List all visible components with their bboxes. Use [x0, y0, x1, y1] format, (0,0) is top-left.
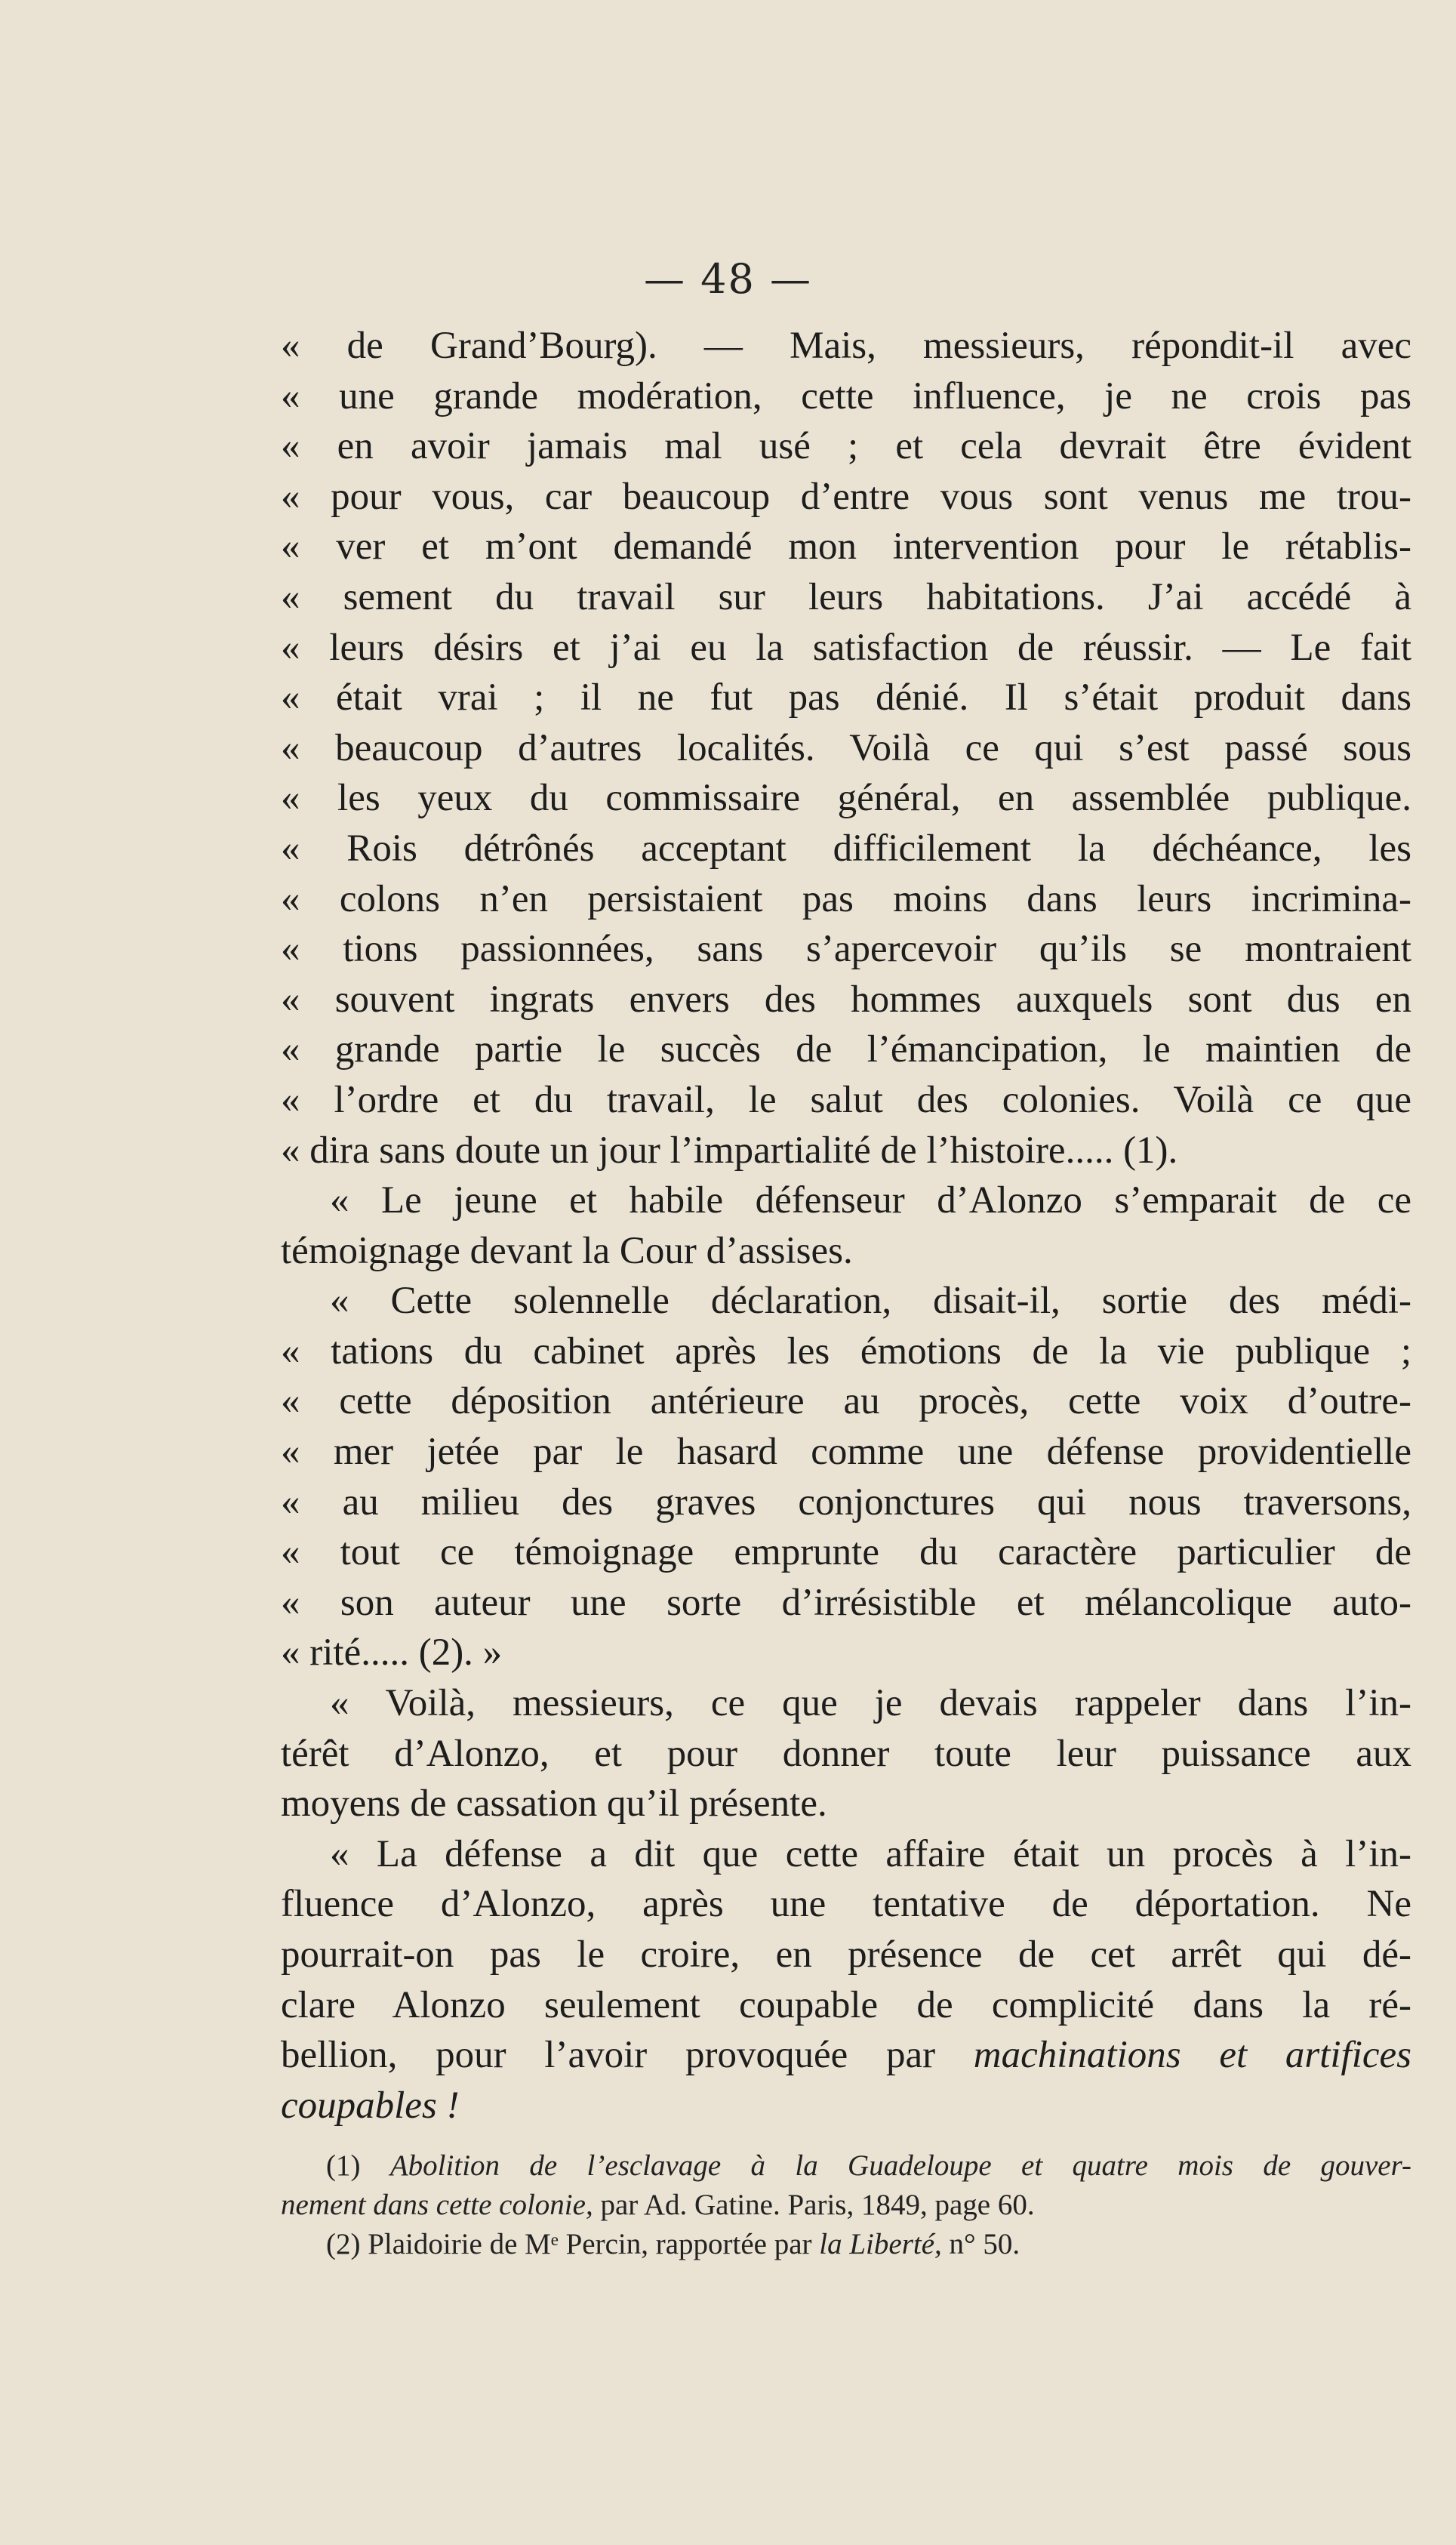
text-line: « dira sans doute un jour l’impartialité de l’histoire..... (1). [281, 1129, 1178, 1172]
text-line: « Cette solennelle déclaration, disait-il, sortie des médi- [330, 1280, 1411, 1323]
footnote-1-marker: (1) [326, 2149, 361, 2182]
italic-phrase: machinations et artifices [973, 2034, 1411, 2077]
main-text [281, 321, 1411, 2131]
text-line: pourrait-on pas le croire, en présence de cet arrêt qui dé- [281, 1933, 1411, 1976]
text-line: coupables ! [281, 2084, 460, 2127]
text-line: « rité..... (2). » [281, 1631, 503, 1675]
text-line: « une grande modération, cette influence, je ne crois pas [281, 374, 1411, 417]
text-line: « colons n’en persistaient pas moins dans leurs incrimina- [281, 877, 1411, 920]
text-line: « au milieu des graves conjonctures qui nous traversons, [281, 1480, 1411, 1524]
text-line: clare Alonzo seulement coupable de complicité dans la ré- [281, 1983, 1411, 2026]
text-line-roman: bellion, pour l’avoir provoquée par [281, 2034, 936, 2077]
text-line: « les yeux du commissaire général, en assemblée publique. [281, 777, 1411, 820]
text-line: « en avoir jamais mal usé ; et cela devrait être évident [281, 425, 1411, 468]
text-line: moyens de cassation qu’il présente. [281, 1782, 827, 1826]
text-line [281, 2030, 1411, 2081]
text-line: « cette déposition antérieure au procès, cette voix d’outre- [281, 1380, 1411, 1423]
text-line: « grande partie le succès de l’émancipation, le maintien de [281, 1028, 1411, 1071]
text-line: « beaucoup d’autres localités. Voilà ce qui s’est passé sous [281, 726, 1411, 769]
footnote-2 [281, 2225, 1411, 2264]
text-line: « La défense a dit que cette affaire était un procès à l’in- [330, 1832, 1411, 1875]
footnote-1-citation: par Ad. Gatine. Paris, 1849, page 60. [600, 2189, 1035, 2221]
text-line: « tations du cabinet après les émotions de la vie publique ; [281, 1330, 1411, 1373]
text-line: « Voilà, messieurs, ce que je devais rappeler dans l’in- [330, 1682, 1411, 1725]
text-line: témoignage devant la Cour d’assises. [281, 1229, 853, 1272]
text-line: « Rois détrônés acceptant difficilement la déchéance, les [281, 827, 1411, 870]
text-line: « était vrai ; il ne fut pas dénié. Il s’était produit dans [281, 676, 1411, 719]
footnote-1 [281, 2146, 1411, 2186]
text-line: « Le jeune et habile défenseur d’Alonzo s’emparait de ce [330, 1179, 1411, 1222]
text-line: « l’ordre et du travail, le salut des colonies. Voilà ce que [281, 1078, 1411, 1121]
page-number: — 48 — [643, 255, 813, 303]
text-line: « souvent ingrats envers des hommes auxquels sont dus en [281, 978, 1411, 1021]
footnote-1-cont [281, 2186, 1411, 2225]
footnote-2-journal: la Liberté, [819, 2228, 942, 2260]
footnotes [281, 2146, 1411, 2264]
text-line: « leurs désirs et j’ai eu la satisfaction de réussir. — Le fait [281, 626, 1411, 669]
text-line: « tout ce témoignage emprunte du caractère particulier de [281, 1531, 1411, 1574]
footnote-2-number: n° 50. [949, 2228, 1020, 2260]
text-line: « sement du travail sur leurs habitations. J’ai accédé à [281, 575, 1411, 618]
text-line: « de Grand’Bourg). — Mais, messieurs, répondit-il avec [281, 325, 1411, 367]
text-line: « ver et m’ont demandé mon intervention pour le rétablis- [281, 525, 1411, 568]
text-line: « tions passionnées, sans s’apercevoir qu’ils se montraient [281, 928, 1411, 971]
text-line: fluence d’Alonzo, après une tentative de déportation. Ne [281, 1883, 1411, 1926]
text-line: « son auteur une sorte d’irrésistible et mélancolique auto- [281, 1581, 1411, 1624]
footnote-1-title-cont: nement dans cette colonie, [281, 2189, 593, 2221]
footnote-2-text: (2) Plaidoirie de Mᵉ Percin, rapportée par [326, 2228, 812, 2260]
text-line: térêt d’Alonzo, et pour donner toute leur puissance aux [281, 1732, 1411, 1775]
text-line: « pour vous, car beaucoup d’entre vous sont venus me trou- [281, 475, 1411, 518]
footnote-1-title: Abolition de l’esclavage à la Guadeloupe et quatre mois de gouver- [389, 2149, 1411, 2182]
text-line: « mer jetée par le hasard comme une défense providentielle [281, 1431, 1411, 1474]
